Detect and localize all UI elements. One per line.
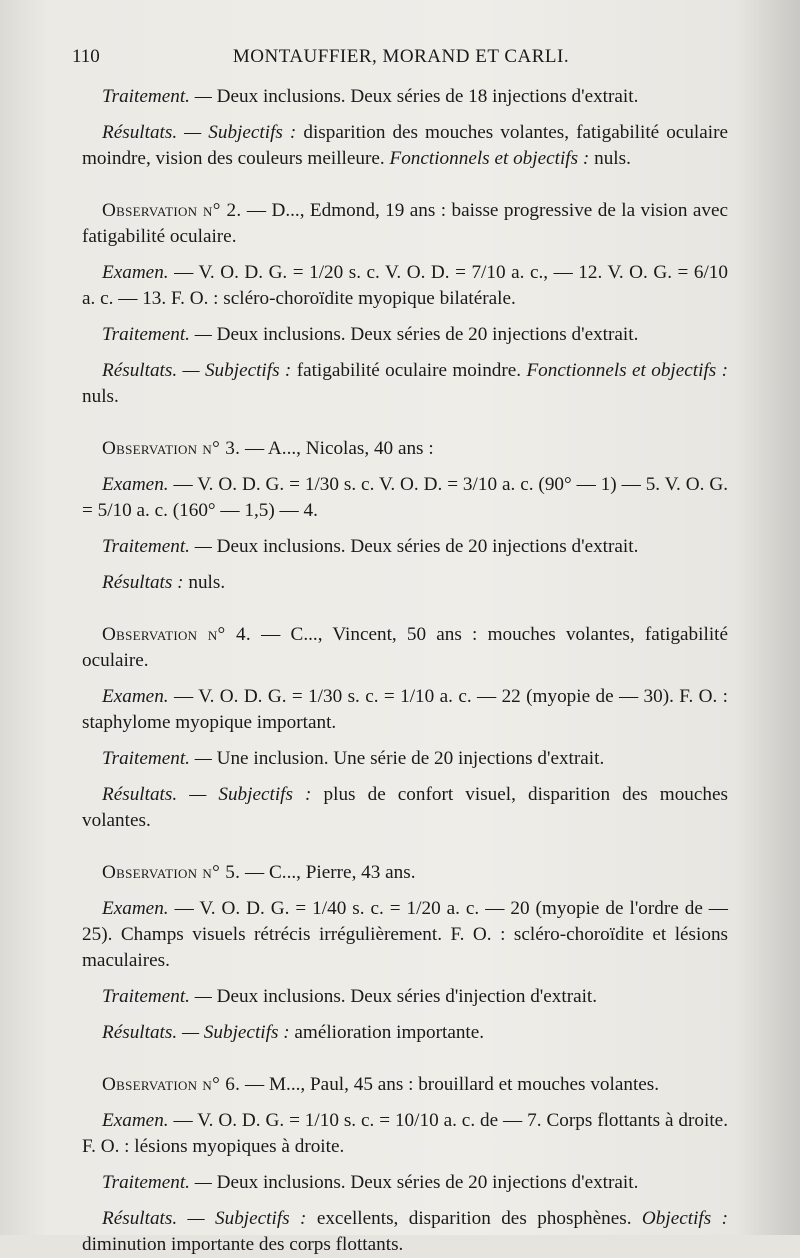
paragraph-text: fatigabilité oculaire moindre. [291,360,522,381]
paragraph-label: Résultats : [102,572,184,593]
paragraph-traitement [82,534,728,560]
paragraph-label: Examen. [102,1110,169,1131]
paragraph-label-secondary: Fonctionnels et objectifs : [384,148,590,169]
paragraph-text: nuls. [183,572,226,593]
paragraph-text: — D..., Edmond, 19 ans : baisse progressive de la vision avec fatigabilité oculaire. [82,200,728,247]
paragraph-text: — V. O. D. G. = 1/30 s. c. = 1/10 a. c. — 22 (myopie de — 30). F. O. : staphylome myopique important. [82,686,728,733]
paragraph-label: Examen. [102,474,169,495]
paragraph-text: Deux inclusions. Deux séries d'injection d'extrait. [211,986,598,1007]
observation-heading [82,436,728,462]
paragraph-text: Deux inclusions. Deux séries de 18 injections d'extrait. [211,86,639,107]
paragraph-label: Traitement. — [102,324,212,345]
paragraph-label: Examen. [102,898,169,919]
paragraph-text: — C..., Pierre, 43 ans. [240,862,416,883]
paragraph-examen [82,684,728,736]
paragraph-text: — V. O. D. G. = 1/40 s. c. = 1/20 a. c. — 20 (myopie de l'ordre de — 25). Champs visuels rétrécis irrégulièrement. F. O. : scléro-choroïdite et lésions maculaires. [82,898,728,971]
observation-heading [82,1072,728,1098]
paragraph-label: Traitement. — [102,86,212,107]
observation-label: Observation n° 4. [102,624,251,645]
paragraph-resultats [82,782,728,834]
observation-heading [82,860,728,886]
paragraph-text: plus de confort visuel, disparition des mouches volantes. [82,784,728,831]
paragraph-text: — V. O. D. G. = 1/10 s. c. = 10/10 a. c. de — 7. Corps flottants à droite. F. O. : lésions myopiques à droite. [82,1110,728,1157]
paragraph-traitement [82,1170,728,1196]
paragraph-examen [82,896,728,974]
paragraph-text-secondary: nuls. [82,386,119,407]
paragraph-label: Examen. [102,686,169,707]
page-number: 110 [72,46,100,67]
observation-label: Observation n° 6. [102,1074,241,1095]
paragraph-label-secondary: Fonctionnels et objectifs : [521,360,729,381]
paragraph-resultats [82,1020,728,1046]
paragraph-text: disparition des mouches volantes, fatigabilité oculaire moindre, vision des couleurs meilleure. [82,122,729,169]
paragraph-resultats [82,120,728,172]
paragraph-text: Deux inclusions. Deux séries de 20 injections d'extrait. [211,1172,639,1193]
page-body [82,84,728,1258]
paragraph-label: Résultats. — Subjectifs : [102,1022,290,1043]
paragraph-text: — C..., Vincent, 50 ans : mouches volantes, fatigabilité oculaire. [82,624,728,671]
paragraph-text: — V. O. D. G. = 1/20 s. c. V. O. D. = 7/10 a. c., — 12. V. O. G. = 6/10 a. c. — 13. F. O. : scléro-choroïdite myopique bilatérale. [82,262,728,309]
paragraph-text: Deux inclusions. Deux séries de 20 injections d'extrait. [211,324,639,345]
paragraph-resultats [82,358,728,410]
observation-heading [82,198,728,250]
paragraph-traitement [82,746,728,772]
paragraph-label: Résultats. — Subjectifs : [102,122,297,143]
paragraph-examen [82,260,728,312]
paragraph-text: amélioration importante. [289,1022,485,1043]
paragraph-text: excellents, disparition des phosphènes. [306,1208,632,1229]
paragraph-text: — V. O. D. G. = 1/30 s. c. V. O. D. = 3/10 a. c. (90° — 1) — 5. V. O. G. = 5/10 a. c. (160° — 1,5) — 4. [82,474,728,521]
paragraph-text: Une inclusion. Une série de 20 injections d'extrait. [211,748,605,769]
paragraph-resultats [82,570,728,596]
observation-label: Observation n° 2. [102,200,242,221]
observation-label: Observation n° 3. [102,438,241,459]
paragraph-label: Traitement. — [102,536,212,557]
paragraph-text: Deux inclusions. Deux séries de 20 injections d'extrait. [211,536,639,557]
paragraph-text-secondary: nuls. [589,148,631,169]
paragraph-text: — A..., Nicolas, 40 ans : [240,438,434,459]
paragraph-traitement [82,84,728,110]
paragraph-label: Examen. [102,262,169,283]
running-title: MONTAUFFIER, MORAND ET CARLI. [232,46,570,67]
paragraph-text: — M..., Paul, 45 ans : brouillard et mouches volantes. [240,1074,660,1095]
paragraph-traitement [82,984,728,1010]
observation-label: Observation n° 5. [102,862,241,883]
paragraph-examen [82,472,728,524]
paragraph-label: Résultats. — Subjectifs : [102,360,292,381]
paragraph-resultats [82,1206,728,1258]
paragraph-label: Traitement. — [102,986,212,1007]
page-header [72,46,730,76]
paragraph-label: Traitement. — [102,748,212,769]
paragraph-text-secondary: diminution importante des corps flottants. [82,1234,404,1255]
paragraph-examen [82,1108,728,1160]
paragraph-label: Traitement. — [102,1172,212,1193]
observation-heading [82,622,728,674]
paragraph-label: Résultats. — Subjectifs : [102,1208,307,1229]
paragraph-traitement [82,322,728,348]
paragraph-label: Résultats. — Subjectifs : [102,784,312,805]
paragraph-label-secondary: Objectifs : [631,1208,729,1229]
